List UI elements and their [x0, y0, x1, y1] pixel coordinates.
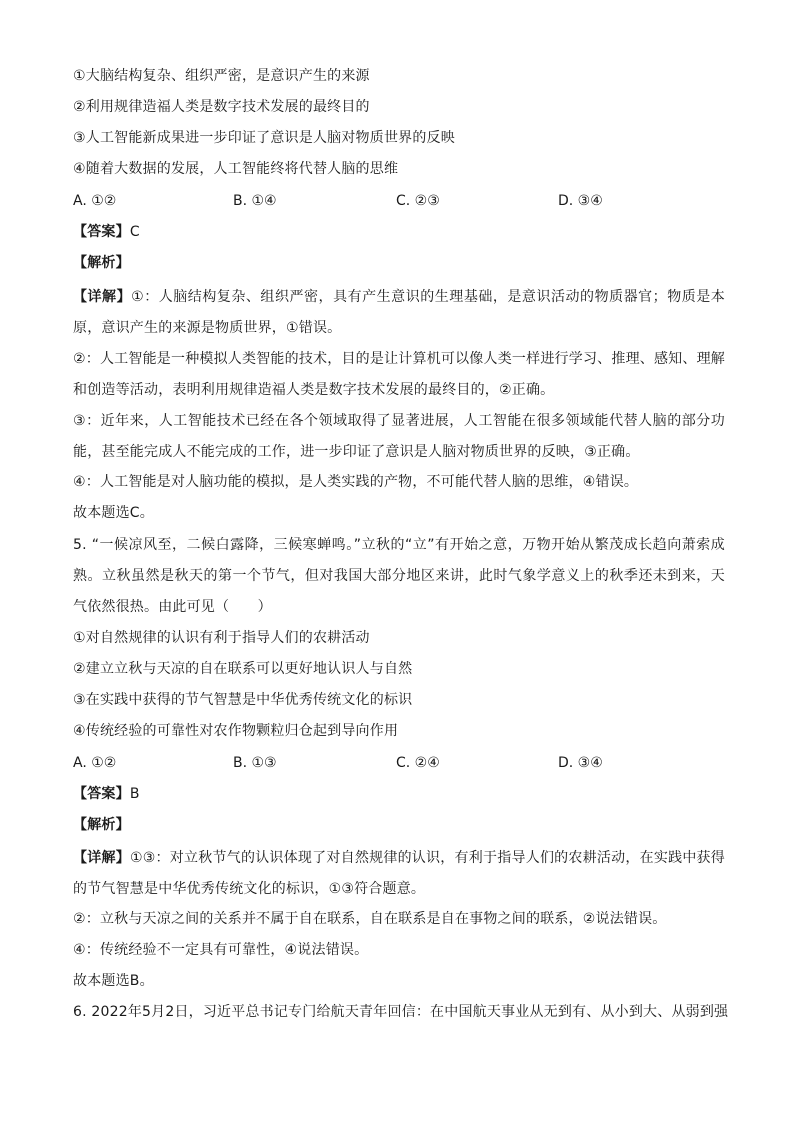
q5-stem: 5. “一候凉风至，二候白露降，三候寒蝉鸣。”立秋的“立”有开始之意，万物开始从繁茂成长趋向萧索成熟。立秋虽然是秋天的第一个节气，但对我国大部分地区来讲，此时气象学意义上的秋季还未到来，天气依然很热。由此可见（ ）: [73, 537, 725, 615]
q4-option-b: B. ①④: [233, 193, 277, 209]
q4-detail-1-text: ①：人脑结构复杂、组织严密，具有产生意识的生理基础，是意识活动的物质器官；物质是本原，意识产生的来源是物质世界，①错误。: [73, 289, 725, 336]
q5-answer: [73, 784, 733, 804]
q4-statement-3: ③人工智能新成果进一步印证了意识是人脑对物质世界的反映: [73, 130, 455, 146]
answer-value: C: [129, 224, 140, 240]
q4-statement-1: ①大脑结构复杂、组织严密，是意识产生的来源: [73, 68, 370, 84]
analysis-tag: 【解析】: [73, 817, 130, 833]
q4-detail-1: [73, 282, 725, 344]
q5-option-a: A. ①②: [73, 755, 117, 771]
q4-option-d: D. ③④: [558, 193, 603, 209]
q4-conclusion: 故本题选C。: [73, 505, 154, 521]
q5-option-b: B. ①③: [233, 755, 277, 771]
detail-tag: 【详解】: [73, 289, 132, 305]
q4-statement-4: ④随着大数据的发展，人工智能终将代替人脑的思维: [73, 161, 399, 177]
q4-answer: [73, 222, 733, 242]
q5-detail-3: ④：传统经验不一定具有可靠性，④说法错误。: [73, 942, 369, 958]
q5-statement-3: ③在实践中获得的节气智慧是中华优秀传统文化的标识: [73, 692, 413, 708]
q5-option-c: C. ②④: [396, 755, 440, 771]
q4-detail-4: ④：人工智能是对人脑功能的模拟，是人类实践的产物，不可能代替人脑的思维，④错误。: [73, 474, 639, 490]
answer-value: B: [129, 786, 140, 802]
q4-analysis-heading: [73, 253, 733, 273]
q5-detail-1-text: ①③：对立秋节气的认识体现了对自然规律的认识，有利于指导人们的农耕活动，在实践中获得的节气智慧是中华优秀传统文化的标识，①③符合题意。: [73, 850, 725, 897]
analysis-tag: 【解析】: [73, 255, 130, 271]
answer-tag: 【答案】: [73, 224, 130, 240]
q5-analysis-heading: [73, 815, 733, 835]
q4-detail-2: ②：人工智能是一种模拟人类智能的技术，目的是让计算机可以像人类一样进行学习、推理、感知、理解和创造等活动，表明利用规律造福人类是数字技术发展的最终目的，②正确。: [73, 351, 725, 398]
q5-detail-2: ②：立秋与天凉之间的关系并不属于自在联系，自在联系是自在事物之间的联系，②说法错误。: [73, 911, 667, 927]
q6-stem: 6. 2022年5月2日，习近平总书记专门给航天青年回信：在中国航天事业从无到有、从小到大、从弱到强: [73, 1004, 729, 1020]
q4-option-c: C. ②③: [396, 193, 440, 209]
answer-tag: 【答案】: [73, 786, 130, 802]
q5-statement-4: ④传统经验的可靠性对农作物颗粒归仓起到导向作用: [73, 723, 399, 739]
q4-detail-3: ③：近年来，人工智能技术已经在各个领域取得了显著进展，人工智能在很多领域能代替人脑的部分功能，甚至能完成人不能完成的工作，进一步印证了意识是人脑对物质世界的反映，③正确。: [73, 413, 725, 460]
q4-option-a: A. ①②: [73, 193, 117, 209]
q5-option-d: D. ③④: [558, 755, 603, 771]
detail-tag: 【详解】: [73, 850, 130, 866]
q5-statement-1: ①对自然规律的认识有利于指导人们的农耕活动: [73, 630, 370, 646]
q4-statement-2: ②利用规律造福人类是数字技术发展的最终目的: [73, 99, 370, 115]
q5-detail-1: [73, 843, 725, 905]
q5-conclusion: 故本题选B。: [73, 973, 154, 989]
q5-statement-2: ②建立立秋与天凉的自在联系可以更好地认识人与自然: [73, 661, 413, 677]
